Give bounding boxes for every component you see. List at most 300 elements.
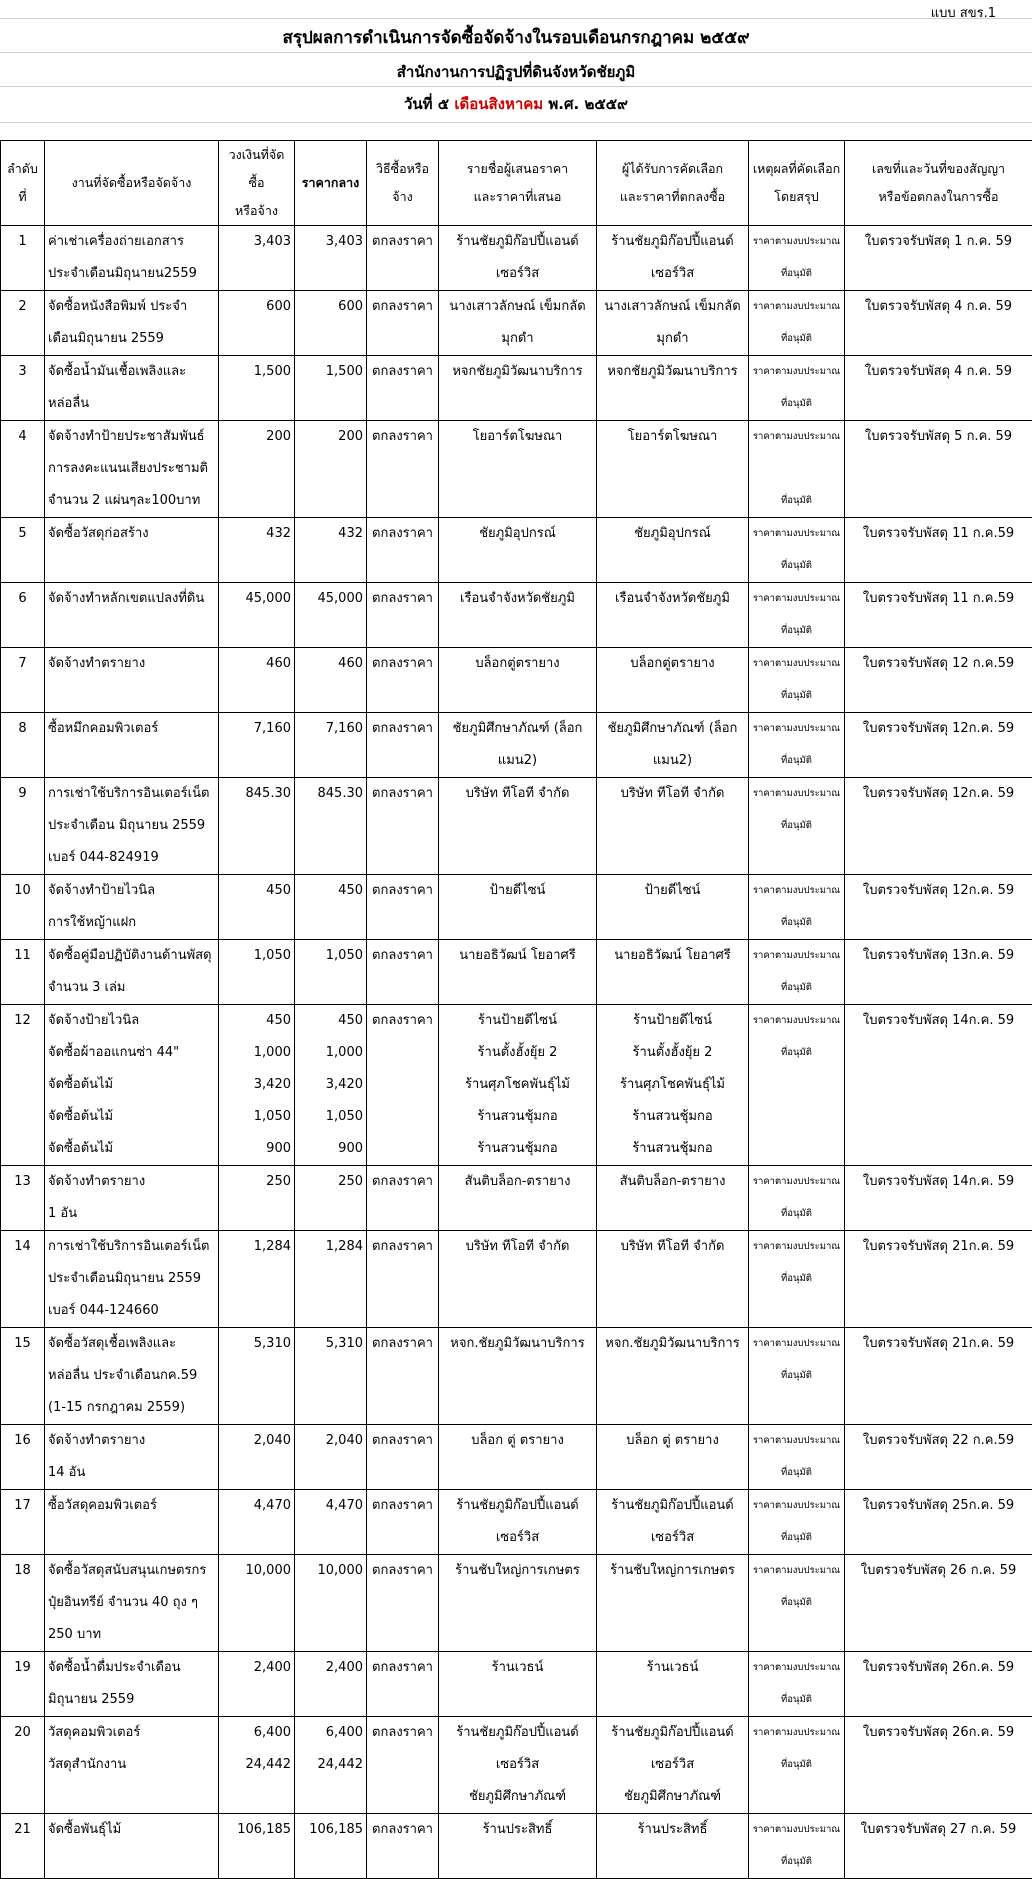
item-description [45, 226, 219, 291]
selection-reason [749, 1490, 845, 1555]
median-price-line: 5,310 [298, 1328, 363, 1360]
budget-amount [219, 1166, 295, 1231]
contract-reference: ใบตรวจรับพัสดุ 26 ก.ค. 59 [845, 1555, 1032, 1652]
item-description-line [48, 550, 215, 582]
selection-reason [749, 421, 845, 518]
bidder-name [439, 1005, 597, 1166]
budget-amount [219, 1555, 295, 1652]
budget-amount [219, 291, 295, 356]
winner-name-line: ชัยภูมิศึกษาภัณฑ์ (ล็อกแมน2) [600, 713, 745, 777]
procurement-method: ตกลงราคา [367, 356, 439, 421]
table-row [1, 1328, 1032, 1425]
selection-reason-line: ราคาตามงบประมาณ [752, 226, 841, 258]
row-number: 11 [1, 940, 45, 1005]
winner-name [597, 291, 749, 356]
budget-amount-line: 200 [222, 421, 291, 453]
procurement-method: ตกลงราคา [367, 1425, 439, 1490]
median-price-line: 7,160 [298, 713, 363, 745]
row-number: 17 [1, 1490, 45, 1555]
table-row [1, 226, 1032, 291]
median-price-line: 450 [298, 875, 363, 907]
selection-reason [749, 1231, 845, 1328]
item-description [45, 583, 219, 648]
item-description [45, 1425, 219, 1490]
median-price [295, 226, 367, 291]
selection-reason-line: ราคาตามงบประมาณ [752, 648, 841, 680]
contract-reference: ใบตรวจรับพัสดุ 11 ก.ค.59 [845, 583, 1032, 648]
winner-name-line: สันติบล็อก-ตรายาง [600, 1166, 745, 1198]
row-number: 1 [1, 226, 45, 291]
col-header-winner: ผู้ได้รับการคัดเลือก และราคาที่ตกลงซื้อ [597, 141, 749, 226]
bidder-name [439, 583, 597, 648]
median-price-line: 2,400 [298, 1652, 363, 1684]
item-description [45, 518, 219, 583]
budget-amount [219, 778, 295, 875]
item-description-line [48, 745, 215, 777]
bidder-name [439, 1814, 597, 1879]
selection-reason-line: ที่อนุมัติ [752, 680, 841, 712]
bidder-name-line: ร้านชัยภูมิก๊อปปี้แอนด์เซอร์วิส [442, 226, 593, 290]
selection-reason-line: ที่อนุมัติ [752, 907, 841, 939]
selection-reason-line: ราคาตามงบประมาณ [752, 1814, 841, 1846]
selection-reason-line: ที่อนุมัติ [752, 615, 841, 647]
winner-name-line: ร้านสวนชุ้มกอ [600, 1133, 745, 1165]
report-date [0, 92, 1032, 116]
winner-name [597, 1717, 749, 1814]
table-row [1, 778, 1032, 875]
bidder-name [439, 518, 597, 583]
bidder-name-line: ร้านศุภโชคพันธุ์ไม้ [442, 1069, 593, 1101]
bidder-name-line: หจก.ชัยภูมิวัฒนาบริการ [442, 1328, 593, 1360]
selection-reason-line: ราคาตามงบประมาณ [752, 1166, 841, 1198]
item-description-line: 250 บาท [48, 1619, 215, 1651]
col-header-item: งานที่จัดซื้อหรือจัดจ้าง [45, 141, 219, 226]
row-number: 21 [1, 1814, 45, 1879]
bidder-name-line: ร้านชับใหญ่การเกษตร [442, 1555, 593, 1587]
budget-amount-line: 24,442 [222, 1749, 291, 1781]
budget-amount [219, 1814, 295, 1879]
median-price [295, 778, 367, 875]
median-price-line: 3,420 [298, 1069, 363, 1101]
table-row [1, 940, 1032, 1005]
budget-amount [219, 1652, 295, 1717]
selection-reason [749, 1166, 845, 1231]
item-description-line [48, 1522, 215, 1554]
row-number: 7 [1, 648, 45, 713]
procurement-method: ตกลงราคา [367, 226, 439, 291]
row-number: 5 [1, 518, 45, 583]
table-row [1, 518, 1032, 583]
bidder-name [439, 1166, 597, 1231]
table-row [1, 1425, 1032, 1490]
table-row [1, 1814, 1032, 1879]
row-number: 4 [1, 421, 45, 518]
winner-name-line: นางเสาวลักษณ์ เข็มกลัดมุกดำ [600, 291, 745, 355]
item-description-line: จัดซื้อผ้าออแกนซ่า 44" [48, 1037, 215, 1069]
winner-name-line: ชัยภูมิศึกษาภัณฑ์ [600, 1781, 745, 1813]
row-number: 8 [1, 713, 45, 778]
budget-amount-line: 10,000 [222, 1555, 291, 1587]
item-description-line: ซื้อวัสดุคอมพิวเตอร์ [48, 1490, 215, 1522]
bidder-name-line: โยอาร์ตโฆษณา [442, 421, 593, 453]
winner-name [597, 1652, 749, 1717]
median-price-line: 10,000 [298, 1555, 363, 1587]
bidder-name [439, 875, 597, 940]
selection-reason [749, 1652, 845, 1717]
table-row [1, 1717, 1032, 1814]
budget-amount [219, 1425, 295, 1490]
selection-reason-line: ราคาตามงบประมาณ [752, 1328, 841, 1360]
winner-name-line: ป้ายดีไซน์ [600, 875, 745, 907]
budget-amount-line: 900 [222, 1133, 291, 1165]
item-description [45, 648, 219, 713]
selection-reason [749, 356, 845, 421]
col-header-budget: วงเงินที่จัดซื้อ หรือจ้าง [219, 141, 295, 226]
procurement-method: ตกลงราคา [367, 648, 439, 713]
selection-reason-line: ที่อนุมัติ [752, 485, 841, 517]
budget-amount [219, 648, 295, 713]
median-price-line: 600 [298, 291, 363, 323]
bidder-name-line: สันติบล็อก-ตรายาง [442, 1166, 593, 1198]
selection-reason [749, 713, 845, 778]
row-number: 15 [1, 1328, 45, 1425]
budget-amount-line: 4,470 [222, 1490, 291, 1522]
selection-reason-line: ที่อนุมัติ [752, 1749, 841, 1781]
selection-reason-line: ราคาตามงบประมาณ [752, 421, 841, 453]
bidder-name-line: ชัยภูมิศึกษาภัณฑ์ [442, 1781, 593, 1813]
winner-name-line: ชัยภูมิอุปกรณ์ [600, 518, 745, 550]
item-description-line: วัสดุสำนักงาน [48, 1749, 215, 1781]
median-price-line: 250 [298, 1166, 363, 1198]
winner-name [597, 1231, 749, 1328]
winner-name-line: หจกชัยภูมิวัฒนาบริการ [600, 356, 745, 388]
row-number: 13 [1, 1166, 45, 1231]
median-price [295, 1490, 367, 1555]
winner-name [597, 1814, 749, 1879]
winner-name [597, 648, 749, 713]
contract-reference: ใบตรวจรับพัสดุ 26ก.ค. 59 [845, 1717, 1032, 1814]
selection-reason-line: ราคาตามงบประมาณ [752, 940, 841, 972]
selection-reason-line: ราคาตามงบประมาณ [752, 1652, 841, 1684]
median-price-line: 460 [298, 648, 363, 680]
bidder-name-line: บริษัท ทีโอที จำกัด [442, 778, 593, 810]
budget-amount-line: 450 [222, 1005, 291, 1037]
budget-amount [219, 583, 295, 648]
item-description [45, 1166, 219, 1231]
selection-reason-line: ราคาตามงบประมาณ [752, 1490, 841, 1522]
bidder-name [439, 1328, 597, 1425]
budget-amount-line: 460 [222, 648, 291, 680]
winner-name [597, 226, 749, 291]
budget-amount [219, 1005, 295, 1166]
table-row [1, 1652, 1032, 1717]
winner-name [597, 713, 749, 778]
procurement-method: ตกลงราคา [367, 1005, 439, 1166]
median-price [295, 1652, 367, 1717]
item-description-line: วัสดุคอมพิวเตอร์ [48, 1717, 215, 1749]
winner-name-line: นายอธิวัฒน์ โยอาศรี [600, 940, 745, 972]
selection-reason-line: ที่อนุมัติ [752, 810, 841, 842]
divider [0, 18, 1032, 19]
item-description-line: จัดซื้อหนังสือพิมพ์ ประจำ [48, 291, 215, 323]
median-price-line: 24,442 [298, 1749, 363, 1781]
bidder-name [439, 1425, 597, 1490]
winner-name [597, 356, 749, 421]
selection-reason-line: ราคาตามงบประมาณ [752, 1425, 841, 1457]
item-description-line [48, 680, 215, 712]
item-description-line: มิถุนายน 2559 [48, 1684, 215, 1716]
winner-name [597, 1490, 749, 1555]
item-description-line: ซื้อหมึกคอมพิวเตอร์ [48, 713, 215, 745]
item-description [45, 778, 219, 875]
median-price-line: 200 [298, 421, 363, 453]
winner-name-line: ร้านชัยภูมิก๊อปปี้แอนด์เซอร์วิส [600, 1717, 745, 1781]
median-price [295, 940, 367, 1005]
table-body [1, 226, 1032, 1879]
procurement-method: ตกลงราคา [367, 518, 439, 583]
item-description-line: การใช้หญ้าแฝก [48, 907, 215, 939]
bidder-name-line: ร้านเวธน์ [442, 1652, 593, 1684]
winner-name [597, 1555, 749, 1652]
budget-amount [219, 356, 295, 421]
winner-name-line: ร้านสวนชุ้มกอ [600, 1101, 745, 1133]
contract-reference: ใบตรวจรับพัสดุ 22 ก.ค.59 [845, 1425, 1032, 1490]
item-description-line: การเช่าใช้บริการอินเตอร์เน็ต [48, 778, 215, 810]
winner-name [597, 1425, 749, 1490]
bidder-name-line: หจกชัยภูมิวัฒนาบริการ [442, 356, 593, 388]
item-description [45, 1231, 219, 1328]
item-description-line: หล่อลื่น [48, 388, 215, 420]
selection-reason-line: ที่อนุมัติ [752, 323, 841, 355]
budget-amount-line: 845.30 [222, 778, 291, 810]
contract-reference: ใบตรวจรับพัสดุ 4 ก.ค. 59 [845, 356, 1032, 421]
selection-reason [749, 583, 845, 648]
item-description [45, 940, 219, 1005]
selection-reason-line: ราคาตามงบประมาณ [752, 1555, 841, 1587]
divider [0, 86, 1032, 87]
item-description-line: จัดซื้อวัสดุก่อสร้าง [48, 518, 215, 550]
item-description-line: จัดซื้อน้ำดื่มประจำเดือน [48, 1652, 215, 1684]
winner-name-line: ร้านชัยภูมิก๊อปปี้แอนด์เซอร์วิส [600, 226, 745, 290]
item-description-line: เบอร์ 044-824919 [48, 842, 215, 874]
selection-reason-line: ที่อนุมัติ [752, 1684, 841, 1716]
median-price-line: 1,050 [298, 940, 363, 972]
bidder-name-line: ชัยภูมิอุปกรณ์ [442, 518, 593, 550]
winner-name [597, 583, 749, 648]
median-price [295, 713, 367, 778]
procurement-table [0, 140, 1032, 1879]
selection-reason [749, 518, 845, 583]
median-price [295, 518, 367, 583]
bidder-name [439, 940, 597, 1005]
contract-reference: ใบตรวจรับพัสดุ 25ก.ค. 59 [845, 1490, 1032, 1555]
item-description-line: เบอร์ 044-124660 [48, 1295, 215, 1327]
item-description [45, 421, 219, 518]
selection-reason [749, 1555, 845, 1652]
median-price-line: 1,284 [298, 1231, 363, 1263]
item-description-line: จัดซื้อน้ำมันเชื้อเพลิงและ [48, 356, 215, 388]
budget-amount-line: 5,310 [222, 1328, 291, 1360]
median-price-line: 1,000 [298, 1037, 363, 1069]
winner-name [597, 421, 749, 518]
budget-amount [219, 940, 295, 1005]
selection-reason-line: ราคาตามงบประมาณ [752, 356, 841, 388]
table-row [1, 583, 1032, 648]
row-number: 16 [1, 1425, 45, 1490]
procurement-method: ตกลงราคา [367, 1555, 439, 1652]
selection-reason [749, 648, 845, 713]
selection-reason-line: ราคาตามงบประมาณ [752, 713, 841, 745]
procurement-method: ตกลงราคา [367, 713, 439, 778]
selection-reason-line: ราคาตามงบประมาณ [752, 518, 841, 550]
row-number: 9 [1, 778, 45, 875]
selection-reason-line [752, 453, 841, 485]
procurement-method: ตกลงราคา [367, 1328, 439, 1425]
winner-name-line: เรือนจำจังหวัดชัยภูมิ [600, 583, 745, 615]
selection-reason-line: ที่อนุมัติ [752, 258, 841, 290]
winner-name-line: บริษัท ทีโอที จำกัด [600, 778, 745, 810]
bidder-name [439, 356, 597, 421]
winner-name [597, 1328, 749, 1425]
winner-name-line: หจก.ชัยภูมิวัฒนาบริการ [600, 1328, 745, 1360]
selection-reason-line: ราคาตามงบประมาณ [752, 778, 841, 810]
budget-amount-line: 1,050 [222, 1101, 291, 1133]
contract-reference: ใบตรวจรับพัสดุ 12ก.ค. 59 [845, 778, 1032, 875]
item-description-line: จำนวน 2 แผ่นๆละ100บาท [48, 485, 215, 517]
bidder-name [439, 291, 597, 356]
bidder-name [439, 421, 597, 518]
table-row [1, 1005, 1032, 1166]
median-price-line: 3,403 [298, 226, 363, 258]
item-description-line: จัดซื้อคู่มือปฏิบัติงานด้านพัสดุ [48, 940, 215, 972]
median-price [295, 1166, 367, 1231]
selection-reason [749, 226, 845, 291]
selection-reason-line: ราคาตามงบประมาณ [752, 1717, 841, 1749]
table-row [1, 356, 1032, 421]
item-description [45, 291, 219, 356]
budget-amount [219, 518, 295, 583]
item-description-line: จัดซื้อพันธุ์ไม้ [48, 1814, 215, 1846]
budget-amount-line: 2,400 [222, 1652, 291, 1684]
col-header-no: ลำดับ ที่ [1, 141, 45, 226]
bidder-name [439, 648, 597, 713]
bidder-name-line: บริษัท ทีโอที จำกัด [442, 1231, 593, 1263]
divider [0, 122, 1032, 123]
selection-reason [749, 875, 845, 940]
winner-name [597, 518, 749, 583]
budget-amount-line: 250 [222, 1166, 291, 1198]
procurement-method: ตกลงราคา [367, 875, 439, 940]
selection-reason-line: ราคาตามงบประมาณ [752, 1005, 841, 1037]
row-number: 14 [1, 1231, 45, 1328]
bidder-name [439, 1717, 597, 1814]
bidder-name [439, 1231, 597, 1328]
row-number: 3 [1, 356, 45, 421]
date-suffix: พ.ศ. ๒๕๕๙ [548, 95, 628, 113]
selection-reason-line: ที่อนุมัติ [752, 1457, 841, 1489]
item-description-line: จัดจ้างทำตรายาง [48, 1166, 215, 1198]
item-description [45, 1555, 219, 1652]
page-title: สรุปผลการดำเนินการจัดซื้อจัดจ้างในรอบเดือนกรกฎาคม ๒๕๕๙ [0, 24, 1032, 51]
median-price [295, 1717, 367, 1814]
row-number: 20 [1, 1717, 45, 1814]
item-description-line: จัดจ้างป้ายไวนิล [48, 1005, 215, 1037]
selection-reason [749, 1425, 845, 1490]
median-price [295, 291, 367, 356]
row-number: 10 [1, 875, 45, 940]
winner-name-line: ร้านตั้งฮั้งยุ้ย 2 [600, 1037, 745, 1069]
winner-name [597, 778, 749, 875]
bidder-name-line: ร้านสวนชุ้มกอ [442, 1133, 593, 1165]
bidder-name-line: นายอธิวัฒน์ โยอาศรี [442, 940, 593, 972]
divider [0, 52, 1032, 53]
winner-name [597, 875, 749, 940]
date-month: เดือนสิงหาคม [454, 95, 543, 113]
date-prefix: วันที่ ๕ [404, 95, 449, 113]
procurement-method: ตกลงราคา [367, 1814, 439, 1879]
median-price-line: 1,050 [298, 1101, 363, 1133]
item-description-line: การลงคะแนนเสียงประชามติ [48, 453, 215, 485]
selection-reason [749, 778, 845, 875]
item-description-line: ค่าเช่าเครื่องถ่ายเอกสาร [48, 226, 215, 258]
selection-reason-line: ที่อนุมัติ [752, 1263, 841, 1295]
table-row [1, 648, 1032, 713]
budget-amount [219, 713, 295, 778]
contract-reference: ใบตรวจรับพัสดุ 12ก.ค. 59 [845, 875, 1032, 940]
item-description-line: ประจำเดือน มิถุนายน 2559 [48, 810, 215, 842]
median-price [295, 1328, 367, 1425]
row-number: 18 [1, 1555, 45, 1652]
winner-name-line: ร้านป้ายดีไซน์ [600, 1005, 745, 1037]
item-description-line: จัดซื้อต้นไม้ [48, 1101, 215, 1133]
item-description [45, 1005, 219, 1166]
item-description-line: จัดซื้อวัสดุเชื้อเพลิงและ [48, 1328, 215, 1360]
winner-name-line: ร้านชับใหญ่การเกษตร [600, 1555, 745, 1587]
bidder-name-line: บล็อกตู่ตรายาง [442, 648, 593, 680]
budget-amount-line: 3,403 [222, 226, 291, 258]
median-price [295, 875, 367, 940]
selection-reason [749, 1717, 845, 1814]
office-name: สำนักงานการปฏิรูปที่ดินจังหวัดชัยภูมิ [0, 60, 1032, 84]
contract-reference: ใบตรวจรับพัสดุ 26ก.ค. 59 [845, 1652, 1032, 1717]
budget-amount-line: 6,400 [222, 1717, 291, 1749]
contract-reference: ใบตรวจรับพัสดุ 11 ก.ค.59 [845, 518, 1032, 583]
bidder-name-line: ร้านชัยภูมิก๊อปปี้แอนด์เซอร์วิส [442, 1490, 593, 1554]
budget-amount-line: 45,000 [222, 583, 291, 615]
item-description-line: ประจำเดือนมิถุนายน2559 [48, 258, 215, 290]
budget-amount-line: 1,500 [222, 356, 291, 388]
bidder-name-line: ร้านชัยภูมิก๊อปปี้แอนด์เซอร์วิส [442, 1717, 593, 1781]
table-row [1, 875, 1032, 940]
contract-reference: ใบตรวจรับพัสดุ 21ก.ค. 59 [845, 1231, 1032, 1328]
selection-reason-line: ราคาตามงบประมาณ [752, 583, 841, 615]
selection-reason [749, 1328, 845, 1425]
selection-reason [749, 940, 845, 1005]
median-price-line: 2,040 [298, 1425, 363, 1457]
table-row [1, 1555, 1032, 1652]
procurement-method: ตกลงราคา [367, 421, 439, 518]
col-header-median-price: ราคากลาง [295, 141, 367, 226]
item-description [45, 1652, 219, 1717]
winner-name-line: บล็อก ตู่ ตรายาง [600, 1425, 745, 1457]
item-description [45, 1717, 219, 1814]
item-description-line: จัดซื้อวัสดุสนับสนุนเกษตรกร [48, 1555, 215, 1587]
budget-amount [219, 1231, 295, 1328]
procurement-method: ตกลงราคา [367, 1166, 439, 1231]
item-description [45, 1814, 219, 1879]
bidder-name [439, 226, 597, 291]
bidder-name [439, 1490, 597, 1555]
